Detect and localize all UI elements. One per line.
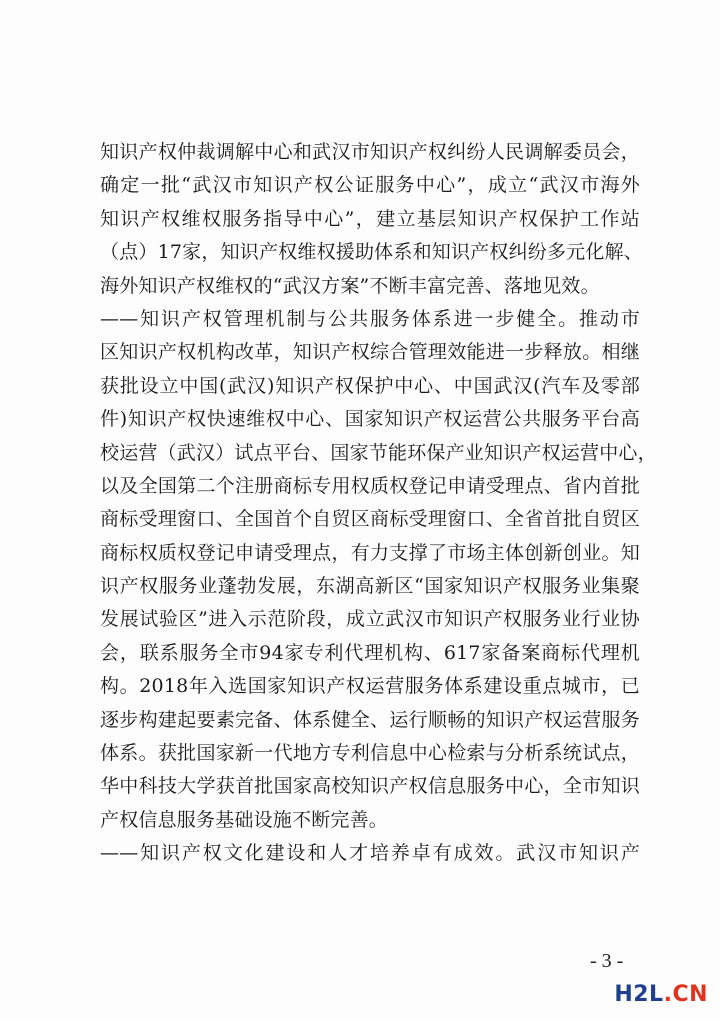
paragraph-2: [100, 303, 657, 837]
text-line: 件)知识产权快速维权中心、国家知识产权运营公共服务平台高: [100, 408, 640, 431]
text-line: （点）17家，知识产权维权援助体系和知识产权纠纷多元化解、: [100, 241, 643, 264]
page-number: - 3 -: [590, 950, 624, 972]
text-line: 逐步构建起要素完备、体系健全、运行顺畅的知识产权运营服务: [100, 708, 640, 731]
watermark-cn: CN: [672, 982, 708, 1007]
text-line: 商标受理窗口、全国首个自贸区商标受理窗口、全省首批自贸区: [100, 508, 640, 531]
paragraph-1: [100, 136, 643, 303]
text-line: 华中科技大学获首批国家高校知识产权信息服务中心，全市知识: [100, 775, 640, 798]
text-line: 发展试验区”进入示范阶段，成立武汉市知识产权服务业行业协: [100, 608, 640, 631]
watermark-dot: .: [663, 982, 673, 1007]
text-line: 海外知识产权维权的“武汉方案”不断丰富完善、落地见效。: [100, 274, 600, 297]
watermark-logo: [614, 982, 708, 1007]
paragraph-3: [100, 837, 640, 870]
text-line: 区知识产权机构改革，知识产权综合管理效能进一步释放。相继: [100, 341, 640, 364]
document-body: [100, 136, 657, 871]
text-line: 确定一批“武汉市知识产权公证服务中心”，成立“武汉市海外: [100, 174, 640, 197]
text-line: 获批设立中国(武汉)知识产权保护中心、中国武汉(汽车及零部: [100, 374, 640, 397]
watermark-h2l: H2L: [614, 982, 664, 1007]
text-line: 校运营（武汉）试点平台、国家节能环保产业知识产权运营中心，: [100, 441, 657, 464]
text-line: ——知识产权管理机制与公共服务体系进一步健全。推动市: [100, 307, 640, 330]
text-line: 会，联系服务全市94家专利代理机构、617家备案商标代理机: [100, 641, 640, 664]
text-line: 以及全国第二个注册商标专用权质权登记申请受理点、省内首批: [100, 474, 640, 497]
text-line: 识产权服务业蓬勃发展，东湖高新区“国家知识产权服务业集聚: [100, 575, 640, 598]
text-line: 商标权质权登记申请受理点，有力支撑了市场主体创新创业。知: [100, 541, 640, 564]
text-line: 体系。获批国家新一代地方专利信息中心检索与分析系统试点，: [100, 742, 640, 765]
text-line: 知识产权仲裁调解中心和武汉市知识产权纠纷人民调解委员会，: [100, 141, 640, 163]
text-line: 构。2018年入选国家知识产权运营服务体系建设重点城市，已: [100, 675, 640, 698]
text-line: 知识产权维权服务指导中心”，建立基层知识产权保护工作站: [100, 207, 640, 230]
text-line: 产权信息服务基础设施不断完善。: [100, 808, 389, 831]
text-line: ——知识产权文化建设和人才培养卓有成效。武汉市知识产: [100, 842, 640, 865]
